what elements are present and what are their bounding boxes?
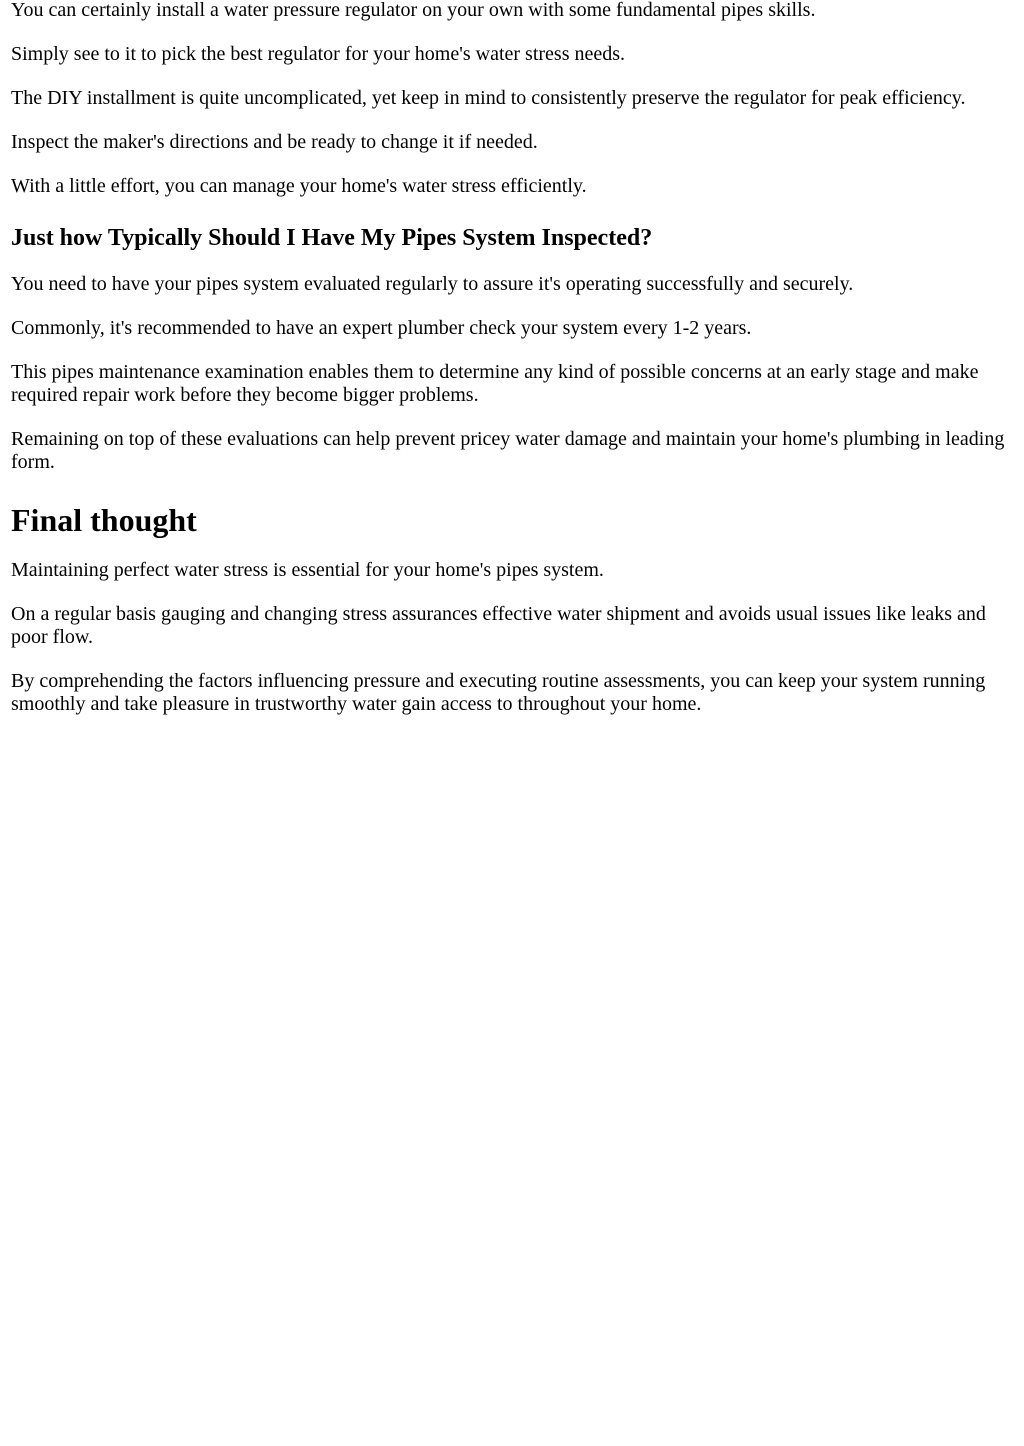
paragraph: Inspect the maker's directions and be ready to change it if needed. bbox=[11, 131, 538, 153]
article-body bbox=[0, 0, 1024, 716]
paragraph: Simply see to it to pick the best regulator for your home's water stress needs. bbox=[11, 43, 626, 65]
paragraph: Commonly, it's recommended to have an expert plumber check your system every 1-2 years. bbox=[11, 317, 752, 339]
paragraph: The DIY installment is quite uncomplicated, yet keep in mind to consistently preserve the regulator for peak efficiency. bbox=[11, 87, 966, 109]
section-heading: Final thought bbox=[11, 502, 197, 538]
paragraph: On a regular basis gauging and changing stress assurances effective water shipment and avoids usual issues like leaks and poor flow. bbox=[11, 603, 986, 648]
section-heading: Just how Typically Should I Have My Pipes System Inspected? bbox=[11, 225, 653, 251]
paragraph: By comprehending the factors influencing pressure and executing routine assessments, you can keep your system running smoothly and take pleasure in trustworthy water gain access to throughout your home. bbox=[11, 670, 986, 715]
paragraph: Maintaining perfect water stress is essential for your home's pipes system. bbox=[11, 559, 604, 581]
regulator-section bbox=[11, 0, 1014, 198]
inspection-section bbox=[11, 224, 1014, 474]
paragraph: This pipes maintenance examination enables them to determine any kind of possible concerns at an early stage and make required repair work before they become bigger problems. bbox=[11, 361, 979, 406]
paragraph: With a little effort, you can manage your home's water stress efficiently. bbox=[11, 175, 587, 197]
conclusion-section bbox=[11, 502, 1014, 716]
paragraph: You can certainly install a water pressure regulator on your own with some fundamental pipes skills. bbox=[11, 0, 816, 21]
paragraph: Remaining on top of these evaluations can help prevent pricey water damage and maintain your home's plumbing in leading form. bbox=[11, 428, 1005, 473]
paragraph: You need to have your pipes system evaluated regularly to assure it's operating successfully and securely. bbox=[11, 273, 854, 295]
